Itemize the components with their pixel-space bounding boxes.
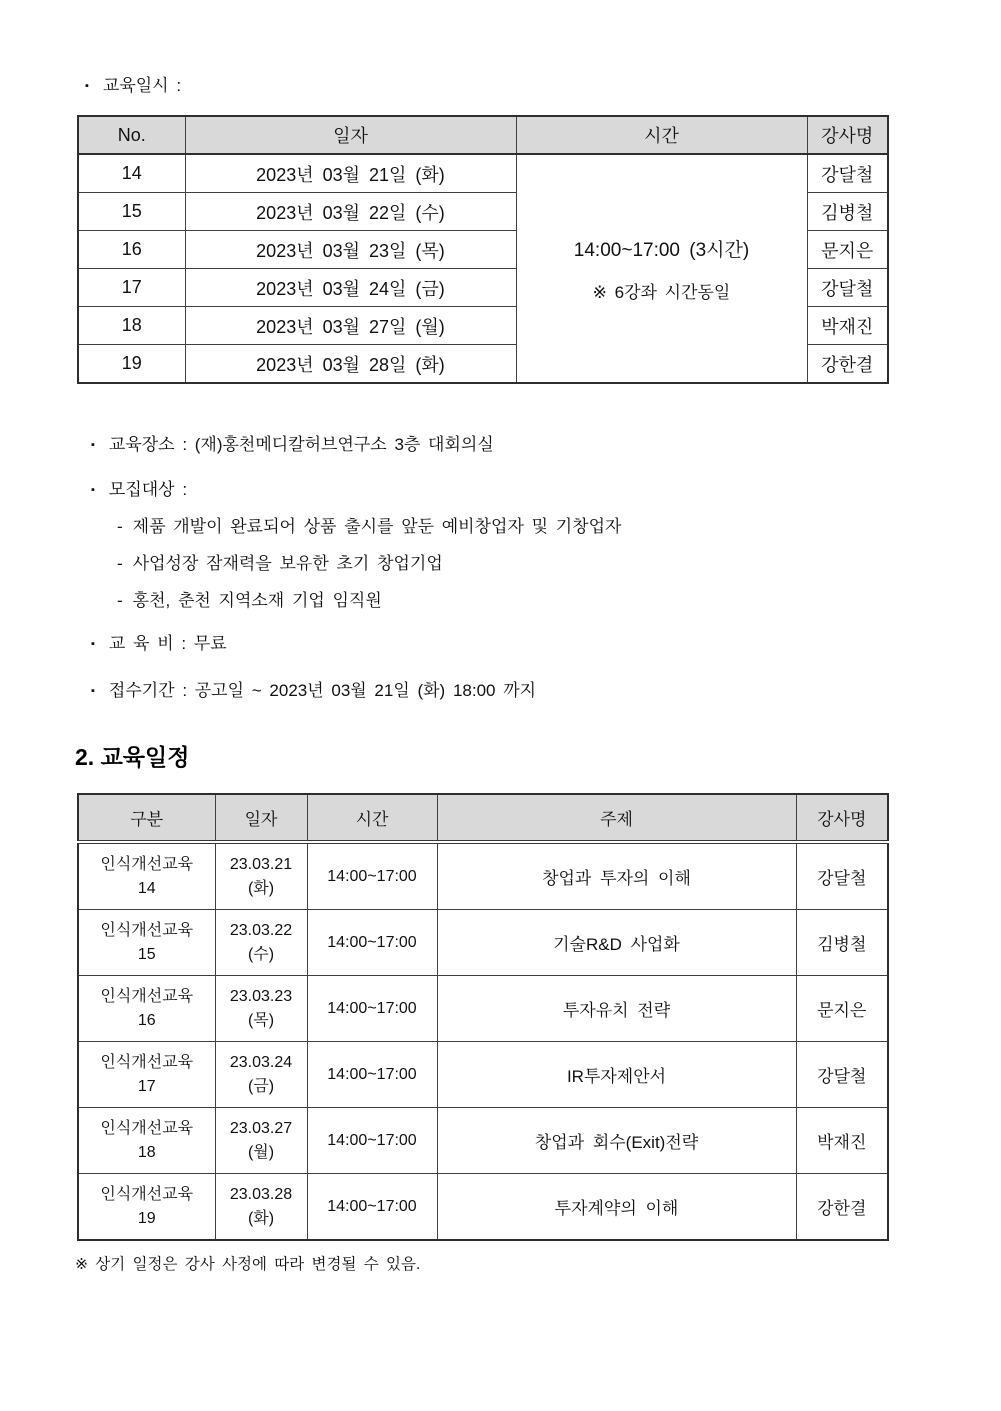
cell-no: 15	[78, 193, 185, 231]
date-value: 23.03.21	[229, 855, 293, 873]
header-cell-topic: 주제	[437, 794, 796, 842]
table-row	[78, 1042, 888, 1108]
target-item-text: 사업성장 잠재력을 보유한 초기 창업기업	[132, 554, 443, 573]
category-number: 17	[137, 1077, 156, 1095]
cell-time: 14:00~17:00	[307, 1174, 437, 1241]
cell-category	[78, 1042, 215, 1108]
cell-instructor: 강달철	[796, 842, 888, 910]
square-bullet-icon: ▪	[91, 484, 95, 496]
date-weekday: (수)	[247, 945, 275, 963]
square-bullet-icon: ▪	[91, 439, 95, 451]
date-weekday: (월)	[247, 1143, 275, 1161]
date-weekday: (금)	[247, 1077, 275, 1095]
cell-category	[78, 1108, 215, 1174]
category-name: 인식개선교육	[100, 987, 194, 1005]
cell-instructor: 문지은	[807, 231, 888, 269]
cell-date: 2023년 03월 28일 (화)	[185, 345, 516, 384]
cell-date	[215, 1108, 307, 1174]
application-period-text: 접수기간 : 공고일 ~ 2023년 03월 21일 (화) 18:00 까지	[108, 681, 537, 700]
date-value: 23.03.28	[229, 1185, 293, 1203]
date-value: 23.03.27	[229, 1119, 293, 1137]
cell-topic: 창업과 투자의 이해	[437, 842, 796, 910]
category-name: 인식개선교육	[100, 1185, 194, 1203]
date-value: 23.03.22	[229, 921, 293, 939]
table-row	[78, 976, 888, 1042]
category-number: 19	[137, 1209, 156, 1227]
category-name: 인식개선교육	[100, 921, 194, 939]
table-row	[78, 154, 888, 193]
table-row	[78, 1174, 888, 1241]
cell-category	[78, 910, 215, 976]
header-cell-date: 일자	[215, 794, 307, 842]
education-schedule-table	[77, 793, 889, 1241]
cell-date: 2023년 03월 22일 (수)	[185, 193, 516, 231]
category-name: 인식개선교육	[100, 1053, 194, 1071]
education-place-line	[91, 434, 1001, 456]
cell-date	[215, 842, 307, 910]
recruit-target-label: 모집대상 :	[108, 480, 188, 499]
cell-instructor: 김병철	[796, 910, 888, 976]
education-place-text: 교육장소 : (재)홍천메디칼허브연구소 3층 대회의실	[108, 435, 494, 454]
cell-time: 14:00~17:00	[307, 842, 437, 910]
schedule-overview-table	[77, 115, 889, 384]
cell-no: 16	[78, 231, 185, 269]
target-item	[117, 516, 1001, 538]
header-cell-time: 시간	[307, 794, 437, 842]
section-heading: 2. 교육일정	[75, 744, 190, 770]
cell-no: 18	[78, 307, 185, 345]
category-name: 인식개선교육	[100, 855, 194, 873]
header-cell-no: No.	[78, 116, 185, 154]
cell-date: 2023년 03월 24일 (금)	[185, 269, 516, 307]
dash-marker: -	[117, 554, 123, 573]
recruit-target-line	[91, 479, 1001, 501]
cell-instructor: 강달철	[796, 1042, 888, 1108]
cell-no: 17	[78, 269, 185, 307]
cell-instructor: 박재진	[796, 1108, 888, 1174]
cell-time: 14:00~17:00	[307, 976, 437, 1042]
cell-date: 2023년 03월 21일 (화)	[185, 154, 516, 193]
table-header-row	[78, 116, 888, 154]
cell-category	[78, 1174, 215, 1241]
target-item	[117, 553, 1001, 575]
date-weekday: (목)	[247, 1011, 275, 1029]
square-bullet-icon: ▪	[91, 638, 95, 650]
cell-date	[215, 1042, 307, 1108]
cell-time-merged	[516, 154, 807, 383]
cell-instructor: 강달철	[807, 269, 888, 307]
header-cell-instructor: 강사명	[796, 794, 888, 842]
education-fee-text: 교 육 비 : 무료	[108, 634, 227, 653]
cell-topic: 투자계약의 이해	[437, 1174, 796, 1241]
time-main-text: 14:00~17:00 (3시간)	[573, 239, 750, 261]
cell-time: 14:00~17:00	[307, 1042, 437, 1108]
target-item-text: 제품 개발이 완료되어 상품 출시를 앞둔 예비창업자 및 기창업자	[132, 517, 622, 536]
date-weekday: (화)	[247, 879, 275, 897]
cell-date: 2023년 03월 27일 (월)	[185, 307, 516, 345]
cell-instructor: 박재진	[807, 307, 888, 345]
info-list	[77, 434, 1001, 702]
education-fee-line	[91, 633, 1001, 655]
cell-topic: IR투자제안서	[437, 1042, 796, 1108]
target-item	[117, 590, 1001, 612]
dash-marker: -	[117, 517, 123, 536]
dash-marker: -	[117, 591, 123, 610]
cell-topic: 창업과 회수(Exit)전략	[437, 1108, 796, 1174]
cell-instructor: 강한결	[796, 1174, 888, 1241]
cell-category	[78, 842, 215, 910]
time-note-text: ※ 6강좌 시간동일	[592, 282, 731, 302]
cell-no: 19	[78, 345, 185, 384]
table-row	[78, 910, 888, 976]
square-bullet-icon: ▪	[85, 80, 89, 92]
header-cell-date: 일자	[185, 116, 516, 154]
cell-time: 14:00~17:00	[307, 910, 437, 976]
schedule-change-footnote: ※ 상기 일정은 강사 사정에 따라 변경될 수 있음.	[75, 1256, 421, 1273]
category-name: 인식개선교육	[100, 1119, 194, 1137]
application-period-line	[91, 680, 1001, 702]
date-value: 23.03.24	[229, 1053, 293, 1071]
cell-topic: 투자유치 전략	[437, 976, 796, 1042]
cell-date	[215, 910, 307, 976]
cell-instructor: 강한결	[807, 345, 888, 384]
cell-category	[78, 976, 215, 1042]
category-number: 15	[137, 945, 156, 963]
education-datetime-label: 교육일시 :	[102, 76, 182, 95]
table-row	[78, 842, 888, 910]
target-item-text: 홍천, 춘천 지역소재 기업 임직원	[132, 591, 382, 610]
table-header-row	[78, 794, 888, 842]
header-cell-instructor: 강사명	[807, 116, 888, 154]
cell-date: 2023년 03월 23일 (목)	[185, 231, 516, 269]
category-number: 14	[137, 879, 156, 897]
cell-instructor: 문지은	[796, 976, 888, 1042]
education-datetime-line	[85, 75, 1001, 97]
cell-topic: 기술R&D 사업화	[437, 910, 796, 976]
cell-date	[215, 976, 307, 1042]
table-row	[78, 1108, 888, 1174]
category-number: 16	[137, 1011, 156, 1029]
date-weekday: (화)	[247, 1209, 275, 1227]
category-number: 18	[137, 1143, 156, 1161]
cell-no: 14	[78, 154, 185, 193]
cell-time: 14:00~17:00	[307, 1108, 437, 1174]
header-cell-category: 구분	[78, 794, 215, 842]
header-cell-time: 시간	[516, 116, 807, 154]
date-value: 23.03.23	[229, 987, 293, 1005]
cell-instructor: 김병철	[807, 193, 888, 231]
square-bullet-icon: ▪	[91, 685, 95, 697]
cell-date	[215, 1174, 307, 1241]
cell-instructor: 강달철	[807, 154, 888, 193]
